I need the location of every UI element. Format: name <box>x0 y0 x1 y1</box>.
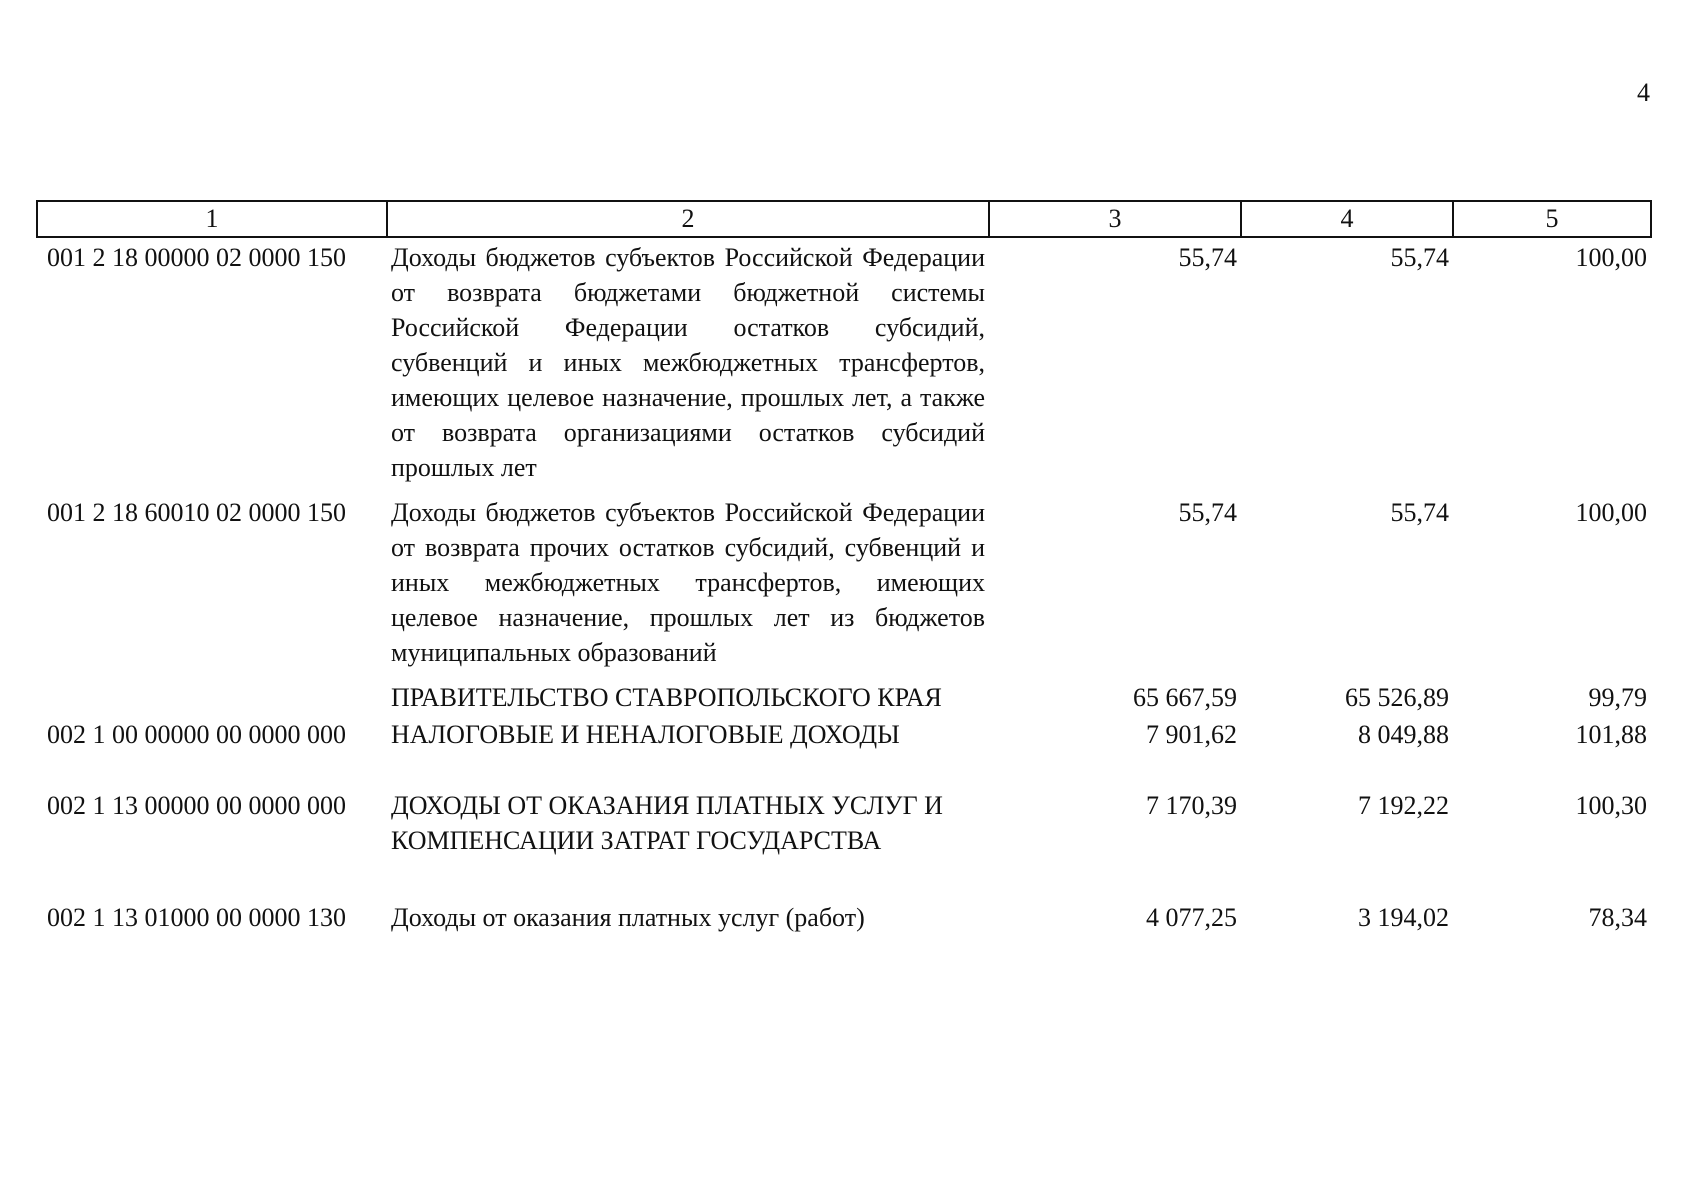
row-col4: 55,74 <box>1390 498 1449 527</box>
row-col4: 8 049,88 <box>1358 720 1449 749</box>
row-code: 002 1 00 00000 00 0000 000 <box>47 720 346 749</box>
row-description: Доходы от оказания платных услуг (работ) <box>391 903 865 932</box>
row-code: 002 1 13 01000 00 0000 130 <box>47 903 346 932</box>
row-description: ПРАВИТЕЛЬСТВО СТАВРОПОЛЬСКОГО КРАЯ <box>391 683 942 712</box>
row-code: 002 1 13 00000 00 0000 000 <box>47 791 346 820</box>
header-col-1: 1 <box>37 201 387 237</box>
row-code: 001 2 18 60010 02 0000 150 <box>47 498 346 527</box>
header-row <box>37 201 1651 237</box>
row-col5: 99,79 <box>1588 683 1647 712</box>
row-col5: 78,34 <box>1588 903 1647 932</box>
row-col4: 65 526,89 <box>1345 683 1449 712</box>
header-col-4: 4 <box>1241 201 1453 237</box>
row-col5: 100,00 <box>1575 498 1647 527</box>
table-row <box>37 495 1651 680</box>
page-number: 4 <box>1637 78 1650 107</box>
header-col-5: 5 <box>1453 201 1651 237</box>
row-col3: 65 667,59 <box>1133 683 1237 712</box>
row-col4: 3 194,02 <box>1358 903 1449 932</box>
table-row <box>37 900 1651 935</box>
row-code <box>37 680 387 717</box>
row-col3: 4 077,25 <box>1146 903 1237 932</box>
row-code: 001 2 18 00000 02 0000 150 <box>47 243 346 272</box>
table-header <box>37 201 1651 237</box>
table-body <box>37 237 1651 935</box>
header-col-2: 2 <box>387 201 989 237</box>
row-col4: 7 192,22 <box>1358 791 1449 820</box>
row-col3: 55,74 <box>1178 243 1237 272</box>
row-description: НАЛОГОВЫЕ И НЕНАЛОГОВЫЕ ДОХОДЫ <box>391 720 900 749</box>
row-description: Доходы бюджетов субъектов Российской Федерации от возврата прочих остатков субсидий, субвенций и иных межбюджетных трансфертов, имеющих целевое назначение, прошлых лет из бюджетов муниципальных образований <box>391 498 985 667</box>
row-col5: 100,30 <box>1575 791 1647 820</box>
budget-table <box>36 200 1652 935</box>
row-col3: 7 170,39 <box>1146 791 1237 820</box>
table-row <box>37 717 1651 788</box>
table-row <box>37 680 1651 717</box>
row-col5: 100,00 <box>1575 243 1647 272</box>
table-row <box>37 237 1651 495</box>
table-row <box>37 788 1651 900</box>
row-col5: 101,88 <box>1575 720 1647 749</box>
row-description: ДОХОДЫ ОТ ОКАЗАНИЯ ПЛАТНЫХ УСЛУГ И КОМПЕНСАЦИИ ЗАТРАТ ГОСУДАРСТВА <box>391 791 943 855</box>
row-description: Доходы бюджетов субъектов Российской Федерации от возврата бюджетами бюджетной системы Российской Федерации остатков субсидий, субвенций и иных межбюджетных трансфертов, имеющих целевое назначение, прошлых лет, а также от возврата организациями остатков субсидий прошлых лет <box>391 243 985 482</box>
row-col3: 7 901,62 <box>1146 720 1237 749</box>
row-col3: 55,74 <box>1178 498 1237 527</box>
header-col-3: 3 <box>989 201 1241 237</box>
row-col4: 55,74 <box>1390 243 1449 272</box>
